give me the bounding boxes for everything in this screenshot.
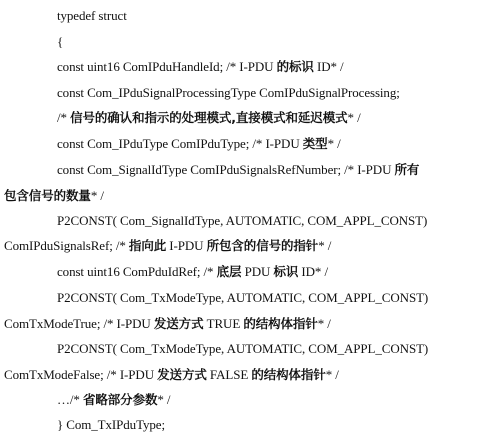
code-text: * / [318,238,332,253]
code-text: ComTxModeTrue; /* I-PDU [4,316,154,331]
code-text: ComTxModeFalse; /* I-PDU [4,367,158,382]
code-text: I-PDU [166,238,207,253]
chinese-comment-text: 底层 [216,264,242,279]
code-line [57,8,127,24]
code-text: const uint16 ComIPduHandleId; /* I-PDU [57,59,277,74]
code-text: /* [57,110,71,125]
code-line [57,417,165,433]
code-line [57,59,344,75]
code-text: const Com_IPduSignalProcessingType ComIPduSignalProcessing; [57,85,400,100]
code-text: * / [90,188,104,203]
code-line [57,85,400,101]
code-text: ComIPduSignalsRef; /* [4,238,129,253]
chinese-comment-text: 发送方式 [157,367,207,382]
code-line [57,162,419,178]
code-line [4,367,339,383]
code-line [57,341,428,357]
code-text: FALSE [206,367,252,382]
chinese-comment-text: 省略部分参数 [82,392,158,407]
code-text: PDU [241,264,274,279]
code-line [4,316,331,332]
chinese-comment-text: 信号的确认和指示的处理模式,直接模式和延迟模式 [70,110,348,125]
code-text: const Com_SignalIdType ComIPduSignalsRefNumber; /* I-PDU [57,162,395,177]
code-text: const Com_IPduType ComIPduType; /* I-PDU [57,136,303,151]
chinese-comment-text: 的结构体指针 [243,316,318,331]
chinese-comment-text: 标识 [273,264,299,279]
code-line [57,264,328,280]
code-line [57,290,428,306]
code-text: …/* [57,392,83,407]
code-text: * / [347,110,361,125]
code-text: ID* / [298,264,328,279]
chinese-comment-text: 的标识 [276,59,314,74]
code-text: TRUE [203,316,244,331]
code-text: P2CONST( Com_TxModeType, AUTOMATIC, COM_APPL_CONST) [57,290,429,305]
code-text: { [57,34,64,49]
code-line [4,188,104,204]
code-text: * / [327,136,341,151]
code-text: * / [325,367,339,382]
code-line [57,136,341,152]
code-line [57,110,361,126]
code-line [4,238,331,254]
code-text: * / [317,316,331,331]
chinese-comment-text: 发送方式 [153,316,204,331]
code-text: const uint16 ComPduIdRef; /* [57,264,217,279]
chinese-comment-text: 所有 [394,162,420,177]
code-line [57,34,63,50]
code-text: * / [157,392,171,407]
code-line [57,392,170,408]
code-text: P2CONST( Com_SignalIdType, AUTOMATIC, COM_APPL_CONST) [57,213,428,228]
code-text: } Com_TxIPduType; [57,417,165,432]
chinese-comment-text: 所包含的信号的指针 [206,238,319,253]
chinese-comment-text: 指向此 [128,238,167,253]
chinese-comment-text: 类型 [302,136,328,151]
code-text: P2CONST( Com_TxModeType, AUTOMATIC, COM_APPL_CONST) [57,341,429,356]
chinese-comment-text: 包含信号的数量 [4,188,91,203]
code-text: ID* / [313,59,344,74]
code-line [57,213,427,229]
code-text: typedef struct [57,8,127,23]
chinese-comment-text: 的结构体指针 [251,367,326,382]
